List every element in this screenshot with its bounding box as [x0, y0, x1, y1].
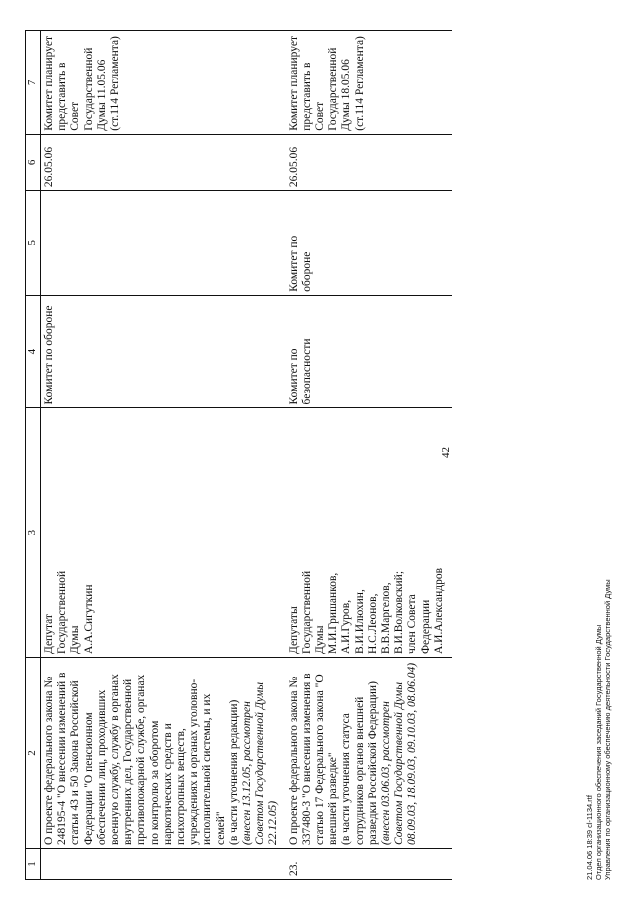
- footer-directorate: Управления по организационному обеспечению деятельности Государственной Думы: [603, 579, 612, 880]
- status-note: Комитет планирует представить в Совет Государственной Думы 18.05.06 (ст.114 Регламента): [287, 31, 452, 135]
- responsible-committee: Комитет по безопасности: [287, 295, 452, 408]
- document-footer: [585, 579, 612, 880]
- co-committee: Комитет по обороне: [287, 191, 452, 296]
- row-number: 23.: [287, 848, 452, 879]
- column-number-row: [26, 31, 41, 880]
- bill-description: [41, 658, 287, 849]
- bill-author: Депутаты Государственной Думы М.И.Гришанков, А.И.Гуров, В.И.Илюхин, Н.С.Леонов, В.В.Маргелов, В.И.Волковский; член Совета Федерации А.И.Александров: [287, 408, 452, 658]
- column-number: 6: [26, 134, 41, 190]
- responsible-committee: Комитет по обороне: [41, 295, 287, 408]
- column-number: 7: [26, 31, 41, 135]
- column-number: 2: [26, 658, 41, 849]
- column-number: 1: [26, 848, 41, 879]
- consideration-date: 26.05.06: [287, 134, 452, 190]
- bill-dates: (внесен 03.06.03, рассмотрен Советом Государственной Думы 08.09.03, 18.09.03, 09.10.03, 08.06.04): [380, 662, 419, 845]
- bill-note: (в части уточнения статуса сотрудников органов внешней разведки Российской Федерации): [340, 681, 379, 845]
- bill-note: (в части уточнения редакции): [227, 699, 240, 845]
- page-number: 42: [440, 447, 452, 458]
- footer-department: Отдел организационного обеспечения заседаний Государственной Думы: [594, 624, 603, 880]
- column-number: 4: [26, 295, 41, 408]
- column-number: 5: [26, 191, 41, 296]
- bill-author: Депутат Государственной Думы А.А.Сигуткин: [41, 408, 287, 658]
- co-committee: [41, 191, 287, 296]
- table-row: [287, 31, 452, 880]
- footer-file-info: 21.04.06 18:39 cl-1134.rtf: [585, 795, 594, 880]
- bill-dates: (внесен 13.12.05, рассмотрен Советом Государственной Думы 22.12.05): [241, 682, 280, 845]
- bill-description: [287, 658, 452, 849]
- table-row: [41, 31, 287, 880]
- bill-title: О проекте федерального закона № 337480-3 "О внесении изменения в статью 17 Федерального закона "О внешней разведке": [287, 673, 340, 845]
- bills-table: [25, 30, 452, 880]
- status-note: Комитет планирует представить в Совет Государственной Думы 11.05.06 (ст.114 Регламента): [41, 31, 287, 135]
- row-number: [41, 848, 287, 879]
- bill-title: О проекте федерального закона № 248195-4 "О внесении изменений в статьи 43 и 50 Закона Российской Федерации "О пенсионном обеспечении лиц, проходивших военную службу, службу в органах внутренних дел, Государственной противопожарной службе, органах по контролю за оборотом наркотических средств и психотропных веществ, учреждениях и органах уголовно-исполнительной системы, и их семей": [43, 672, 227, 845]
- consideration-date: 26.05.06: [41, 134, 287, 190]
- column-number: 3: [26, 408, 41, 658]
